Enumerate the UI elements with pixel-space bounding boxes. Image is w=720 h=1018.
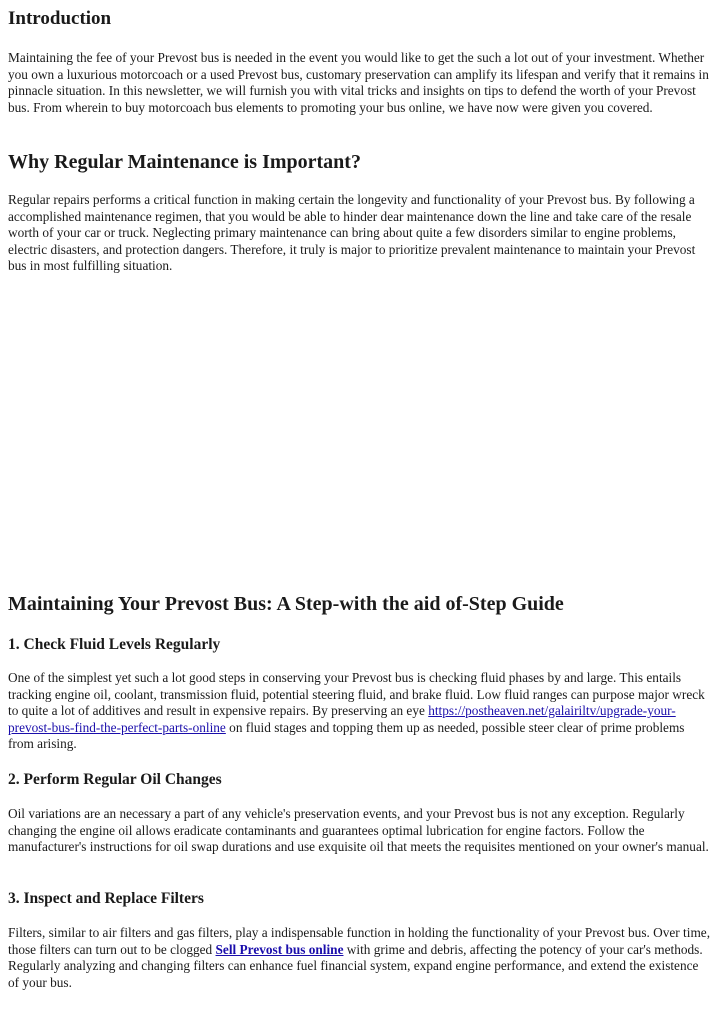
sell-prevost-bus-link[interactable]: Sell Prevost bus online [215,941,344,957]
step1-heading: 1. Check Fluid Levels Regularly [8,636,221,653]
step2-heading: 2. Perform Regular Oil Changes [8,771,222,788]
guide-heading: Maintaining Your Prevost Bus: A Step-with the aid of-Step Guide [8,593,564,615]
step1-paragraph [8,670,712,753]
step1-text-before: One of the simplest yet such a lot good steps in conserving your Prevost bus is checking fluid phases by and large. This entails tracking engine oil, coolant, transmission fluid, potential steering fluid, and brake fluid. Low fluid ranges can purpose major wreck to quite a lot of additives and result in expensive repairs. By preserving an eye [8,670,705,718]
why-heading: Why Regular Maintenance is Important? [8,151,361,173]
step3-text-before: Filters, similar to air filters and gas filters, play a indispensable function in holding the functionality of your Prevost bus. Over time, those filters can turn out to be clogged [8,925,711,957]
step3-text-after: with grime and debris, affecting the potency of your car's methods. Regularly analyzing and changing filters can enhance fuel financial system, expand engine performance, and extend the existence of your bus. [8,941,703,990]
why-paragraph: Regular repairs performs a critical function in making certain the longevity and functionality of your Prevost bus. By following a accomplished maintenance regimen, that you would be able to hinder dear maintenance down the line and take care of the resale worth of your car or truck. Neglecting primary maintenance can bring about quite a few disorders similar to engine problems, electric disasters, and protection dangers. Therefore, it truly is major to prioritize prevalent maintenance to maintain your Prevost bus in most fulfilling situation. [8,192,696,273]
intro-heading: Introduction [8,8,112,29]
blank-image-area [8,282,712,582]
step2-paragraph: Oil variations are an necessary a part of any vehicle's preservation events, and your Prevost bus is not any exception. Regularly changing the engine oil allows eradicate contaminants and guarantees optimal lubrication for engine factors. Follow the manufacturer's instructions for oil swap durations and use exquisite oil that meets the requisites mentioned on your owner's manual. [8,806,709,854]
step1-text-after: on fluid stages and topping them up as needed, possible steer clear of prime problems from arising. [8,719,685,751]
step3-heading: 3. Inspect and Replace Filters [8,890,204,907]
postheaven-link[interactable]: https://postheaven.net/galairiltv/upgrade-your-prevost-bus-find-the-perfect-parts-online [8,703,676,735]
intro-paragraph: Maintaining the fee of your Prevost bus is needed in the event you would like to get the such a lot out of your investment. Whether you own a luxurious motorcoach or a used Prevost bus, customary preservation can amplify its lifespan and verify that it remains in pinnacle situation. In this newsletter, we will furnish you with vital tricks and insights on tips to defend the worth of your Prevost bus. From wherein to buy motorcoach bus elements to promoting your bus online, we have now were given you covered. [8,50,709,115]
step3-paragraph [8,925,712,991]
